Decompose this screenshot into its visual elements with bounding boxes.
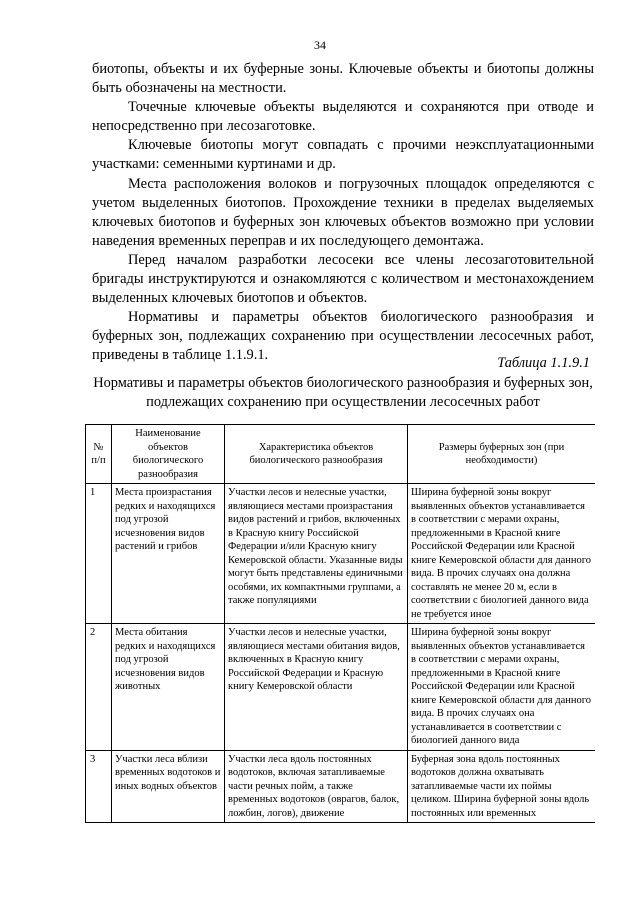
cell-number: 3 (86, 750, 112, 823)
paragraph: Ключевые биотопы могут совпадать с прочими неэксплуатационными участками: семенными куртинами и др. (92, 137, 594, 173)
cell-object-name: Места обитания редких и находящихся под угрозой исчезновения видов животных (112, 624, 225, 751)
table-container (85, 424, 595, 864)
cell-buffer-size: Ширина буферной зоны вокруг выявленных объектов устанавливается в соответствии с мерами охраны, предложенными в Красной книге Российской Федерации или Красной книге Кемеровской области для данного вида. В прочих случаях она устанавливается в соответствии с биологией данного вида (408, 624, 596, 751)
cell-buffer-size: Ширина буферной зоны вокруг выявленных объектов устанавливается в соответствии с мерами охраны, предложенными в Красной книге Российской Федерации или Красной книге Кемеровской области для данного вида. В прочих случаях она должна составлять не менее 20 м, если в соответствии с биологией данного вида не требуется иное (408, 484, 596, 624)
cell-buffer-size: Буферная зона вдоль постоянных водотоков должна охватывать затапливаемые части их поймы целиком. Ширина буферной зоны вдоль постоянных или временных (408, 750, 596, 823)
header-characteristic: Характеристика объектов биологического разнообразия (225, 425, 408, 484)
paragraph: Точечные ключевые объекты выделяются и сохраняются при отводе и непосредственно при лесозаготовке. (92, 99, 594, 135)
header-number: № п/п (86, 425, 112, 484)
header-object-name: Наименование объектов биологического разнообразия (112, 425, 225, 484)
table-row (86, 484, 596, 624)
paragraph: Места расположения волоков и погрузочных площадок определяются с учетом выделенных биотопов. Прохождение техники в пределах выделяемых ключевых биотопов и буферных зон ключевых объектов возможно при условии наведения временных переправ и их последующего демонтажа. (92, 175, 594, 249)
body-text (92, 60, 594, 366)
header-buffer-size: Размеры буферных зон (при необходимости) (408, 425, 596, 484)
cell-number: 1 (86, 484, 112, 624)
paragraph: Перед началом разработки лесосеки все члены лесозаготовительной бригады инструктируются и ознакомляются с количеством и местонахождением выделенных ключевых биотопов и объектов. (92, 251, 594, 307)
cell-characteristic: Участки лесов и нелесные участки, являющиеся местами произрастания видов растений и грибов, включенных в Красную книгу Российской Федерации и/или Красную книгу Кемеровской области. Указанные виды могут быть представлены единичными особями, их компактными группами, а также популяциями (225, 484, 408, 624)
paragraph: Нормативы и параметры объектов биологического разнообразия и буферных зон, подлежащих сохранению при осуществлении лесосечных работ, приведены в таблице 1.1.9.1. (92, 309, 594, 364)
table-row (86, 624, 596, 751)
paragraph: биотопы, объекты и их буферные зоны. Ключевые объекты и биотопы должны быть обозначены на местности. (92, 61, 594, 97)
table-caption: Таблица 1.1.9.1 (497, 355, 590, 371)
table-header-row (86, 425, 596, 484)
table-row (86, 750, 596, 823)
biodiversity-table (85, 424, 595, 823)
page-number: 34 (314, 38, 326, 52)
cell-characteristic: Участки лесов и нелесные участки, являющиеся местами обитания видов, включенных в Красную книгу Российской Федерации и Красную книгу Кемеровской области (225, 624, 408, 751)
cell-characteristic: Участки леса вдоль постоянных водотоков, включая затапливаемые части речных пойм, а также временных водотоков (оврагов, балок, ложбин, логов), движение (225, 750, 408, 823)
cell-object-name: Места произрастания редких и находящихся под угрозой исчезновения видов растений и грибов (112, 484, 225, 624)
cell-object-name: Участки леса вблизи временных водотоков и иных водных объектов (112, 750, 225, 823)
table-title: Нормативы и параметры объектов биологического разнообразия и буферных зон, подлежащих сохранению при осуществлении лесосечных работ (93, 375, 593, 410)
cell-number: 2 (86, 624, 112, 751)
